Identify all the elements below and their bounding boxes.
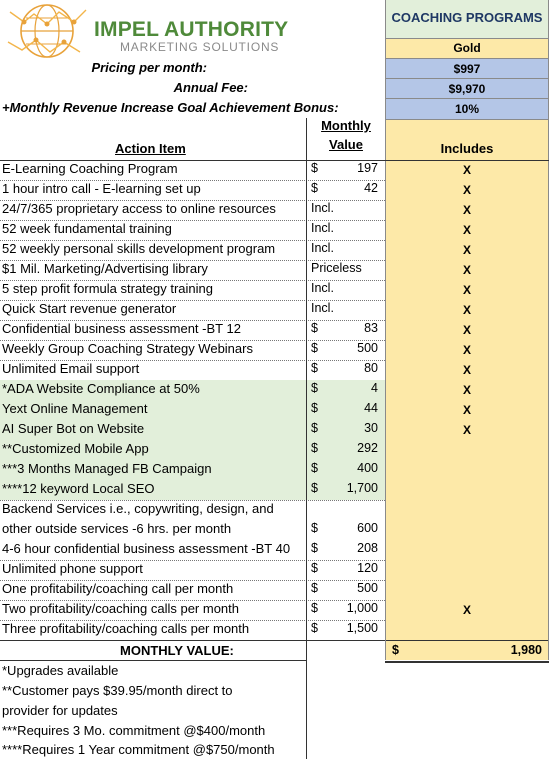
monthly-value-currency: $ [311, 361, 318, 375]
action-item-label: AI Super Bot on Website [2, 421, 145, 436]
monthly-value-currency: $ [311, 381, 318, 395]
table-row [0, 460, 385, 480]
action-item-label: ****12 keyword Local SEO [2, 481, 155, 496]
monthly-value: 1,700 [346, 481, 378, 495]
total-top-divider [0, 640, 385, 641]
monthly-value-currency: $ [311, 401, 318, 415]
includes-mark: X [462, 403, 471, 417]
action-item-label: E-Learning Coaching Program [2, 161, 178, 176]
table-row [0, 260, 385, 280]
action-item-label: 52 weekly personal skills development program [2, 241, 276, 256]
monthly-value: 83 [364, 321, 378, 335]
header-divider [0, 160, 549, 161]
tier-name: Gold [453, 41, 481, 55]
monthly-value: 197 [357, 161, 378, 175]
monthly-value-currency: $ [311, 161, 318, 175]
monthly-value: 1,500 [346, 621, 378, 635]
monthly-value-currency: $ [311, 461, 318, 475]
includes-mark: X [462, 243, 471, 257]
action-item-label: $1 Mil. Marketing/Advertising library [2, 261, 208, 276]
includes-mark: X [462, 383, 471, 397]
logo-globe-icon [4, 2, 90, 60]
annual-fee-value: $9,970 [385, 78, 549, 99]
includes-mark: X [462, 423, 471, 437]
monthly-value: 120 [357, 561, 378, 575]
brand-name: IMPEL AUTHORITY [94, 18, 289, 41]
monthly-value-currency: $ [311, 581, 318, 595]
monthly-value-text: Incl. [311, 221, 334, 235]
bonus-value: 10% [385, 98, 549, 120]
action-item-label: Yext Online Management [2, 401, 148, 416]
monthly-value: 1,000 [346, 601, 378, 615]
includes-mark: X [462, 343, 471, 357]
monthly-value-text: Incl. [311, 301, 334, 315]
table-row [0, 300, 385, 320]
action-item-label: ***3 Months Managed FB Campaign [2, 461, 212, 476]
table-row [0, 540, 385, 560]
monthly-value-currency: $ [311, 441, 318, 455]
includes-mark: X [462, 603, 471, 617]
monthly-value-currency: $ [311, 341, 318, 355]
monthly-value-currency: $ [311, 541, 318, 555]
table-row [0, 160, 385, 180]
note-upgrades: *Upgrades available [2, 663, 119, 678]
note-3-mo-commitment: ***Requires 3 Mo. commitment @$400/month [2, 723, 266, 738]
col-action-item: Action Item [115, 141, 186, 156]
monthly-value-currency: $ [311, 621, 318, 635]
monthly-value: 208 [357, 541, 378, 555]
includes-mark: X [462, 223, 471, 237]
action-item-label: Three profitability/coaching calls per month [2, 621, 250, 636]
includes-mark: X [462, 203, 471, 217]
monthly-value: 400 [357, 461, 378, 475]
col-monthly: Monthly [321, 118, 371, 133]
action-item-label: *ADA Website Compliance at 50% [2, 381, 200, 396]
table-row [0, 320, 385, 340]
action-item-label: 52 week fundamental training [2, 221, 172, 236]
monthly-value: 80 [364, 361, 378, 375]
table-row [0, 280, 385, 300]
note-provider-updates: provider for updates [2, 703, 118, 718]
monthly-value: 500 [357, 581, 378, 595]
note-customer-pays: **Customer pays $39.95/month direct to [2, 683, 233, 698]
table-row [0, 560, 385, 580]
monthly-value-text: Incl. [311, 241, 334, 255]
monthly-value-text: Incl. [311, 201, 334, 215]
col-includes: Includes [440, 141, 494, 156]
backend-value: 600 [357, 521, 378, 535]
includes-mark: X [462, 263, 471, 277]
pricing-value: $997 [385, 58, 549, 79]
includes-mark: X [462, 163, 471, 177]
includes-mark: X [462, 183, 471, 197]
total-label: MONTHLY VALUE: [120, 643, 234, 658]
monthly-value: 4 [371, 381, 378, 395]
includes-mark: X [462, 283, 471, 297]
includes-mark: X [462, 303, 471, 317]
action-item-label: **Customized Mobile App [2, 441, 149, 456]
action-item-label: 5 step profit formula strategy training [2, 281, 213, 296]
backend-services-line2: other outside services -6 hrs. per month [2, 521, 232, 536]
monthly-value: 42 [364, 181, 378, 195]
action-item-label: Quick Start revenue generator [2, 301, 177, 316]
monthly-value-text: Incl. [311, 281, 334, 295]
total-dollar: $ [392, 643, 399, 657]
backend-services-row [0, 500, 385, 540]
monthly-value-currency: $ [311, 421, 318, 435]
action-item-label: Unlimited phone support [2, 561, 143, 576]
divider-action-value [306, 118, 307, 759]
table-row [0, 620, 385, 640]
action-item-label: 1 hour intro call - E-learning set up [2, 181, 201, 196]
action-item-label: Two profitability/coaching calls per month [2, 601, 240, 616]
brand-tagline: MARKETING SOLUTIONS [120, 40, 280, 54]
monthly-value-currency: $ [311, 601, 318, 615]
table-row [0, 340, 385, 360]
action-item-label: One profitability/coaching call per month [2, 581, 234, 596]
bonus-label: +Monthly Revenue Increase Goal Achievement Bonus: [2, 100, 339, 115]
action-item-label: Unlimited Email support [2, 361, 140, 376]
monthly-value-currency: $ [311, 561, 318, 575]
monthly-value-text: Priceless [311, 261, 362, 275]
col-value: Value [329, 137, 363, 152]
action-item-label: 4-6 hour confidential business assessment -BT 40 [2, 541, 291, 556]
table-row [0, 480, 385, 500]
monthly-value: 30 [364, 421, 378, 435]
table-row [0, 360, 385, 380]
backend-services-line1: Backend Services i.e., copywriting, design, and [2, 501, 274, 516]
pricing-label: Pricing per month: [91, 60, 207, 75]
annual-fee-label: Annual Fee: [173, 80, 248, 95]
divider-value-includes [385, 0, 386, 660]
total-value: 1,980 [510, 643, 542, 657]
table-row [0, 420, 385, 440]
monthly-value: 292 [357, 441, 378, 455]
table-row [0, 440, 385, 460]
table-row [0, 240, 385, 260]
action-item-label: Confidential business assessment -BT 12 [2, 321, 241, 336]
program-title: COACHING PROGRAMS [391, 10, 543, 25]
table-row [0, 220, 385, 240]
action-item-label: 24/7/365 proprietary access to online resources [2, 201, 276, 216]
table-row [0, 200, 385, 220]
backend-dollar: $ [311, 521, 318, 535]
monthly-value-currency: $ [311, 321, 318, 335]
includes-mark: X [462, 363, 471, 377]
table-row [0, 600, 385, 620]
table-row [0, 400, 385, 420]
monthly-value-currency: $ [311, 481, 318, 495]
table-row [0, 380, 385, 400]
monthly-value: 44 [364, 401, 378, 415]
note-1-year-commitment: ****Requires 1 Year commitment @$750/month [2, 742, 275, 757]
action-item-label: Weekly Group Coaching Strategy Webinars [2, 341, 253, 356]
includes-mark: X [462, 323, 471, 337]
monthly-value-currency: $ [311, 181, 318, 195]
total-bottom-divider [0, 660, 306, 661]
monthly-value: 500 [357, 341, 378, 355]
table-row [0, 580, 385, 600]
table-row [0, 180, 385, 200]
